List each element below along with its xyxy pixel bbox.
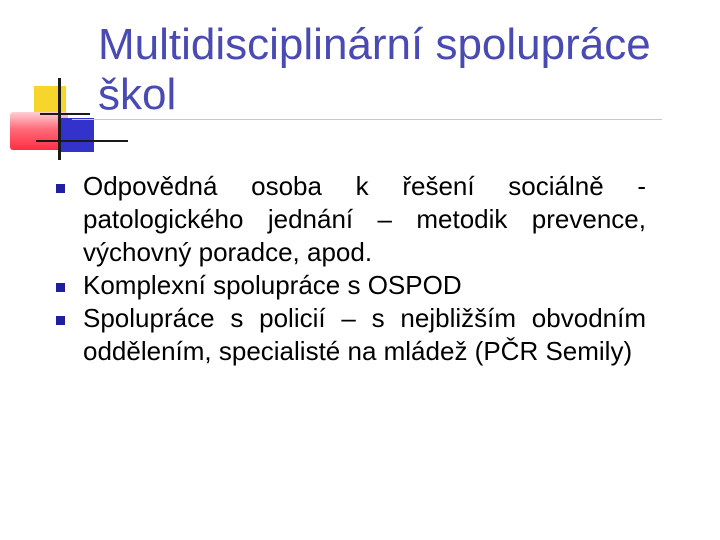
bullet-text: Spolupráce s policií – s nejbližším obvodním oddělením, specialisté na mládež (PČR Semily) bbox=[83, 303, 646, 366]
bullet-item bbox=[56, 170, 646, 269]
vertical-line bbox=[58, 78, 61, 160]
bullet-text: Komplexní spolupráce s OSPOD bbox=[83, 270, 462, 300]
bullet-item bbox=[56, 269, 646, 302]
square-bullet-icon bbox=[56, 184, 65, 193]
slide-title: Multidisciplinární spolupráce škol bbox=[98, 20, 651, 119]
bullet-item bbox=[56, 302, 646, 368]
square-bullet-icon bbox=[56, 283, 65, 292]
square-bullet-icon bbox=[56, 316, 65, 325]
bullet-list bbox=[56, 170, 646, 368]
short-horizontal-line bbox=[40, 113, 90, 115]
horizontal-line bbox=[36, 140, 128, 142]
bullet-text: Odpovědná osoba k řešení sociálně - patologického jednání – metodik prevence, výchovný poradce, apod. bbox=[83, 171, 646, 267]
blue-square-shape bbox=[58, 118, 94, 152]
